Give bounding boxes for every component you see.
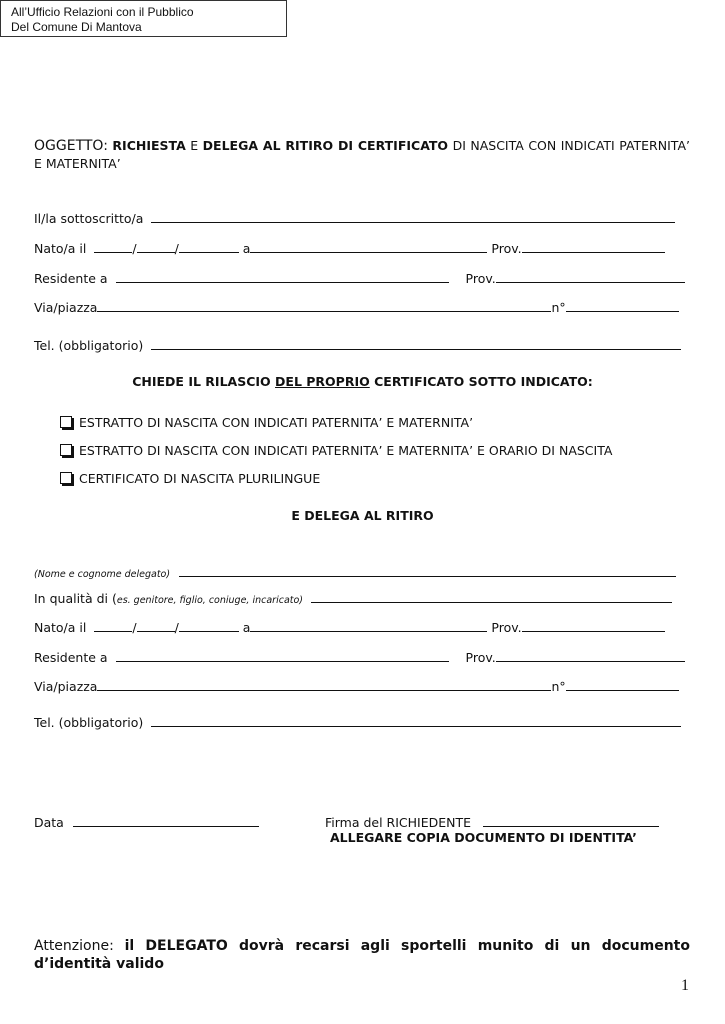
qualita-row	[34, 591, 672, 606]
delegato-nome-label: (Nome e cognome delegato)	[34, 569, 171, 580]
residente-prov-field[interactable]	[496, 651, 685, 662]
residente-field[interactable]	[116, 651, 449, 662]
data-row	[34, 815, 259, 830]
attention-text: il DELEGATO dovrà recarsi agli sportelli munito di un documento d’identità valido	[34, 938, 690, 972]
subject-delega: DELEGA AL RITIRO DI CERTIFICATO	[202, 138, 449, 153]
via-row	[34, 300, 679, 315]
delegato-nome-field[interactable]	[179, 566, 676, 577]
birth-prov-field[interactable]	[522, 621, 665, 632]
checkbox-icon[interactable]	[60, 416, 72, 428]
chiede-heading	[0, 374, 725, 389]
subject-rest: DI NASCITA CON INDICATI PATERNITA’ E MATERNITA’	[34, 138, 690, 171]
sottoscritto-field[interactable]	[151, 212, 675, 223]
delegato-via-row	[34, 679, 679, 694]
via-field[interactable]	[97, 301, 551, 312]
numero-label: n°	[551, 679, 566, 694]
birth-day-field[interactable]	[94, 621, 132, 632]
date-slash: /	[174, 241, 179, 256]
data-field[interactable]	[73, 816, 259, 827]
allegare-note: ALLEGARE COPIA DOCUMENTO DI IDENTITA’	[330, 830, 637, 845]
residente-prov-field[interactable]	[496, 272, 685, 283]
residente-prov-label: Prov.	[465, 650, 496, 665]
firma-field[interactable]	[483, 816, 659, 827]
birth-month-field[interactable]	[137, 621, 175, 632]
tel-field[interactable]	[151, 339, 681, 350]
birth-prov-label: Prov.	[491, 241, 522, 256]
numero-field[interactable]	[566, 301, 679, 312]
checkbox-icon[interactable]	[60, 444, 72, 456]
attention-note	[34, 937, 690, 973]
qualita-label: In qualità di (	[34, 591, 117, 606]
tel-field[interactable]	[151, 716, 681, 727]
birth-day-field[interactable]	[94, 242, 132, 253]
delegato-tel-row	[34, 715, 681, 730]
residente-prov-label: Prov.	[465, 271, 496, 286]
chiede-underlined: DEL PROPRIO	[275, 374, 370, 389]
residente-field[interactable]	[116, 272, 449, 283]
attention-label: Attenzione:	[34, 938, 114, 954]
nato-label: Nato/a il	[34, 620, 87, 635]
subject-label: OGGETTO:	[34, 138, 108, 154]
firma-label: Firma del RICHIEDENTE	[325, 815, 472, 830]
option-plurilingue[interactable]	[60, 471, 320, 486]
option-estratto-orario[interactable]	[60, 443, 612, 458]
delega-heading: E DELEGA AL RITIRO	[291, 508, 434, 523]
option-label: ESTRATTO DI NASCITA CON INDICATI PATERNITA’ E MATERNITA’ E ORARIO DI NASCITA	[79, 443, 613, 458]
chiede-before: CHIEDE IL RILASCIO	[132, 374, 271, 389]
birth-year-field[interactable]	[179, 621, 239, 632]
date-slash: /	[174, 620, 179, 635]
via-label: Via/piazza	[34, 300, 98, 315]
tel-label: Tel. (obbligatorio)	[34, 338, 144, 353]
birth-place-label: a	[242, 241, 251, 256]
chiede-after: CERTIFICATO SOTTO INDICATO:	[374, 374, 593, 389]
qualita-field[interactable]	[311, 592, 672, 603]
birth-year-field[interactable]	[179, 242, 239, 253]
via-label: Via/piazza	[34, 679, 98, 694]
date-slash: /	[132, 241, 137, 256]
data-label: Data	[34, 815, 64, 830]
birth-place-label: a	[242, 620, 251, 635]
page-number: 1	[681, 977, 689, 994]
delegato-nato-row	[34, 620, 665, 635]
numero-label: n°	[551, 300, 566, 315]
recipient-address-box	[0, 0, 287, 37]
delegato-nome-row	[34, 562, 676, 581]
checkbox-icon[interactable]	[60, 472, 72, 484]
residente-row	[34, 271, 685, 286]
birth-prov-field[interactable]	[522, 242, 665, 253]
residente-label: Residente a	[34, 271, 108, 286]
qualita-hint: es. genitore, figlio, coniuge, incaricato)	[116, 595, 304, 606]
residente-label: Residente a	[34, 650, 108, 665]
option-label: ESTRATTO DI NASCITA CON INDICATI PATERNITA’ E MATERNITA’	[79, 415, 474, 430]
numero-field[interactable]	[566, 680, 679, 691]
nato-row	[34, 241, 665, 256]
firma-row	[325, 815, 659, 830]
sottoscritto-row	[34, 211, 675, 226]
option-label: CERTIFICATO DI NASCITA PLURILINGUE	[79, 471, 321, 486]
birth-prov-label: Prov.	[491, 620, 522, 635]
nato-label: Nato/a il	[34, 241, 87, 256]
date-slash: /	[132, 620, 137, 635]
subject-richiesta: RICHIESTA	[112, 138, 186, 153]
birth-month-field[interactable]	[137, 242, 175, 253]
sottoscritto-label: Il/la sottoscritto/a	[34, 211, 144, 226]
birth-place-field[interactable]	[250, 621, 487, 632]
subject-paragraph	[34, 137, 690, 172]
option-estratto[interactable]	[60, 415, 473, 430]
via-field[interactable]	[97, 680, 551, 691]
delegato-residente-row	[34, 650, 685, 665]
tel-row	[34, 338, 681, 353]
recipient-line-2: Del Comune Di Mantova	[11, 20, 142, 34]
birth-place-field[interactable]	[250, 242, 487, 253]
tel-label: Tel. (obbligatorio)	[34, 715, 144, 730]
subject-e: E	[190, 138, 199, 153]
recipient-line-1: All’Ufficio Relazioni con il Pubblico	[11, 5, 194, 19]
